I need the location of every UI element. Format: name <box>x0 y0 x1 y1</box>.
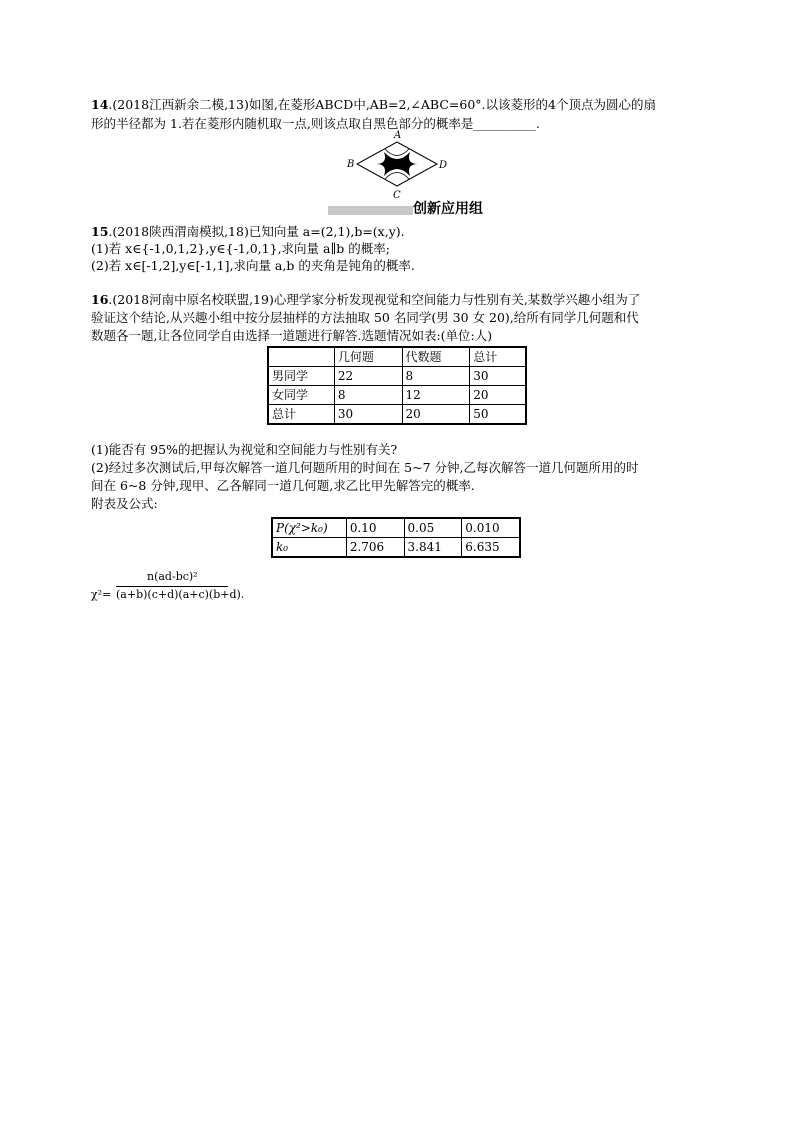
table-cell: 8 <box>402 367 470 386</box>
table-row <box>268 367 526 386</box>
table-row <box>268 405 526 425</box>
table-row <box>268 386 526 405</box>
q15-text-1: .(2018陕西渭南模拟,18)已知向量 a=(2,1),b=(x,y). <box>108 224 405 239</box>
q16-line3: 数题各一题,让各位同学自由选择一道题进行解答.选题情况如表:(单位:人) <box>91 328 493 343</box>
table-cell: 0.010 <box>462 518 520 538</box>
table-cell: k₀ <box>272 538 346 558</box>
q14-text-1: .(2018江西新余二模,13)如图,在菱形ABCD中,AB=2,∠ABC=60°.以该菱形的4个顶点为圆心的扇 <box>108 97 656 112</box>
q16-part2-line1: (2)经过多次测试后,甲每次解答一道几何题所用的时间在 5~7 分钟,乙每次解答一道几何题所用的时 <box>91 460 639 475</box>
appendix-label: 附表及公式: <box>91 496 158 511</box>
table-cell: 6.635 <box>462 538 520 558</box>
table-cell: 男同学 <box>268 367 334 386</box>
q16-part1: (1)能否有 95%的把握认为视觉和空间能力与性别有关? <box>91 442 398 457</box>
table-header-row <box>268 347 526 367</box>
q16-number: 16 <box>91 292 109 307</box>
q16-text-1: .(2018河南中原名校联盟,19)心理学家分析发现视觉和空间能力与性别有关,某数学兴趣小组为了 <box>108 292 641 307</box>
formula-numerator: n(ad-bc)² <box>147 570 198 583</box>
section-bar <box>328 206 413 215</box>
table-cell: 20 <box>402 405 470 425</box>
table-header-cell <box>268 347 334 367</box>
table-cell: 8 <box>334 386 402 405</box>
table-row <box>272 538 520 558</box>
arc-C <box>385 173 409 180</box>
table-cell: 女同学 <box>268 386 334 405</box>
q16-line2: 验证这个结论,从兴趣小组中按分层抽样的方法抽取 50 名同学(男 30 女 20),给所有同学几何题和代 <box>91 310 639 325</box>
table-cell: 3.841 <box>404 538 462 558</box>
table-row <box>272 518 520 538</box>
table-header-cell: 总计 <box>470 347 526 367</box>
formula-denominator: (a+b)(c+d)(a+c)(b+d). <box>116 588 245 601</box>
q14-line1 <box>91 97 656 113</box>
formula-lhs: χ²= <box>91 588 112 601</box>
table-header-cell: 几何题 <box>334 347 402 367</box>
arc-A <box>385 149 409 156</box>
table-cell: 12 <box>402 386 470 405</box>
q15-part1: (1)若 x∈{-1,0,1,2},y∈{-1,0,1},求向量 a∥b 的概率; <box>91 241 390 256</box>
label-A: A <box>394 130 402 141</box>
table-cell: 2.706 <box>346 538 404 558</box>
selection-table <box>267 346 527 425</box>
label-C: C <box>393 190 401 201</box>
table-cell: 30 <box>334 405 402 425</box>
table-cell: 0.05 <box>404 518 462 538</box>
critical-value-table <box>271 517 521 558</box>
table-cell: 总计 <box>268 405 334 425</box>
q15-line1 <box>91 224 405 240</box>
table-header-cell: 代数题 <box>402 347 470 367</box>
q15-number: 15 <box>91 224 109 239</box>
section-title: 创新应用组 <box>413 201 483 217</box>
q15-part2: (2)若 x∈[-1,2],y∈[-1,1],求向量 a,b 的夹角是钝角的概率. <box>91 258 415 273</box>
q16-line1 <box>91 292 640 308</box>
q16-part2-line2: 间在 6~8 分钟,现甲、乙各解同一道几何题,求乙比甲先解答完的概率. <box>91 478 475 493</box>
table-cell: 0.10 <box>346 518 404 538</box>
label-D: D <box>439 160 448 171</box>
table-cell: 22 <box>334 367 402 386</box>
table-cell: 50 <box>470 405 526 425</box>
label-B: B <box>347 159 355 170</box>
table-cell: 30 <box>470 367 526 386</box>
fraction-bar <box>116 586 228 587</box>
q14-line2: 形的半径都为 1.若在菱形内随机取一点,则该点取自黑色部分的概率是__________. <box>91 116 540 131</box>
table-cell: 20 <box>470 386 526 405</box>
q14-number: 14 <box>91 97 109 112</box>
table-cell: P(χ²>k₀) <box>272 518 346 538</box>
rhombus-diagram <box>340 130 460 202</box>
